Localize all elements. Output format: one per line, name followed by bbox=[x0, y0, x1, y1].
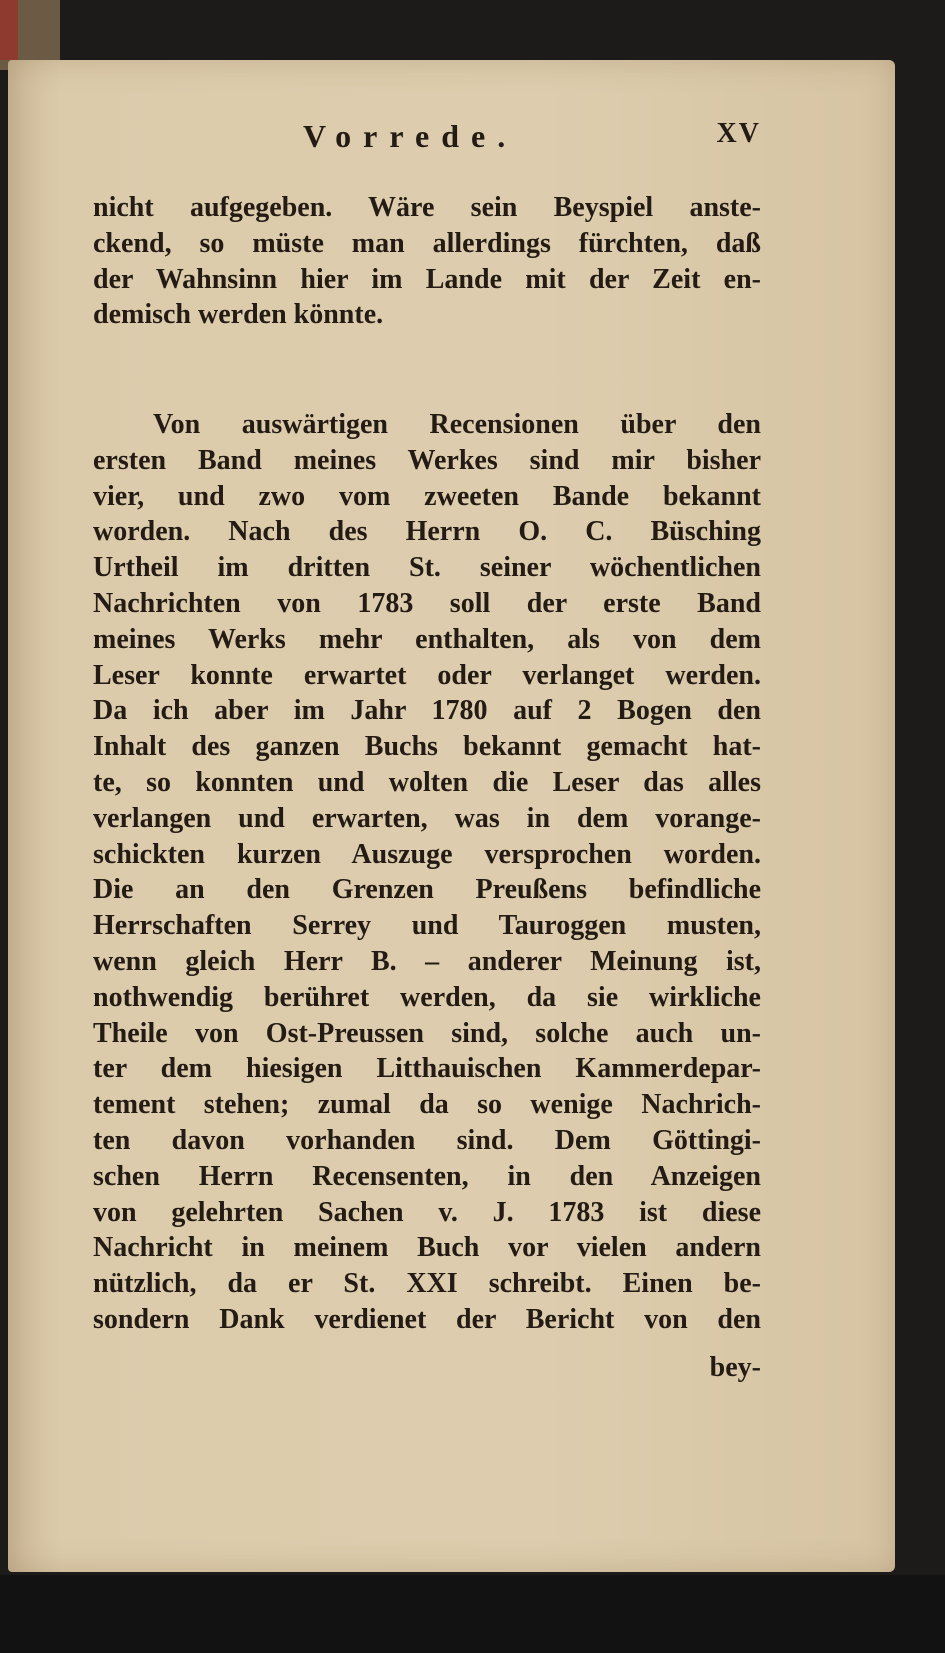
catchword-container bbox=[93, 1350, 761, 1386]
text-line: Leser konnte erwartet oder verlanget werden. bbox=[93, 659, 761, 691]
catchword: bey- bbox=[709, 1352, 761, 1383]
scan-background bbox=[0, 1575, 945, 1653]
text-line: Nachricht in meinem Buch vor vielen andern bbox=[93, 1232, 761, 1264]
running-title: Vorrede. bbox=[303, 118, 518, 154]
text-line: Urtheil im dritten St. seiner wöchentlichen bbox=[93, 552, 761, 584]
text-line: wenn gleich Herr B. – anderer Meinung ist, bbox=[93, 945, 761, 977]
paragraph-1 bbox=[93, 190, 761, 333]
text-line: vier, und zwo vom zweeten Bande bekannt bbox=[93, 480, 761, 512]
text-line: demisch werden könnte. bbox=[93, 299, 384, 331]
page-number: XV bbox=[716, 118, 761, 149]
text-line: nicht aufgegeben. Wäre sein Beyspiel anste- bbox=[93, 192, 761, 223]
bookmark-ribbon bbox=[0, 0, 18, 60]
text-line: Inhalt des ganzen Buchs bekannt gemacht hat- bbox=[93, 731, 761, 763]
text-line: ten davon vorhanden sind. Dem Göttingi- bbox=[93, 1124, 761, 1156]
text-line: Theile von Ost-Preussen sind, solche auch un- bbox=[93, 1017, 761, 1049]
text-line: sondern Dank verdienet der Bericht von den bbox=[93, 1303, 761, 1335]
running-header bbox=[93, 118, 761, 158]
text-line: Von auswärtigen Recensionen über den bbox=[153, 409, 761, 440]
text-line: te, so konnten und wolten die Leser das alles bbox=[93, 766, 761, 798]
text-line: nützlich, da er St. XXI schreibt. Einen be- bbox=[93, 1268, 761, 1300]
paragraph-2 bbox=[93, 407, 761, 1338]
text-line: Die an den Grenzen Preußens befindliche bbox=[93, 874, 761, 906]
text-line: ckend, so müste man allerdings fürchten, daß bbox=[93, 227, 761, 259]
text-line: von gelehrten Sachen v. J. 1783 ist diese bbox=[93, 1196, 761, 1228]
text-line: tement stehen; zumal da so wenige Nachrich- bbox=[93, 1089, 761, 1121]
text-line: nothwendig berühret werden, da sie wirkliche bbox=[93, 981, 761, 1013]
text-line: verlangen und erwarten, was in dem vorange- bbox=[93, 802, 761, 834]
text-line: Da ich aber im Jahr 1780 auf 2 Bogen den bbox=[93, 695, 761, 727]
text-line: ersten Band meines Werkes sind mir bisher bbox=[93, 444, 761, 476]
text-line: Herrschaften Serrey und Tauroggen musten, bbox=[93, 910, 761, 942]
text-line: worden. Nach des Herrn O. C. Büsching bbox=[93, 516, 761, 548]
text-line: Nachrichten von 1783 soll der erste Band bbox=[93, 587, 761, 619]
text-line: ter dem hiesigen Litthauischen Kammerdepar- bbox=[93, 1053, 761, 1085]
text-line: schen Herrn Recensenten, in den Anzeigen bbox=[93, 1160, 761, 1192]
text-line: der Wahnsinn hier im Lande mit der Zeit en- bbox=[93, 263, 761, 295]
text-line: meines Werks mehr enthalten, als von dem bbox=[93, 623, 761, 655]
text-line: schickten kurzen Auszuge versprochen worden. bbox=[93, 838, 761, 870]
